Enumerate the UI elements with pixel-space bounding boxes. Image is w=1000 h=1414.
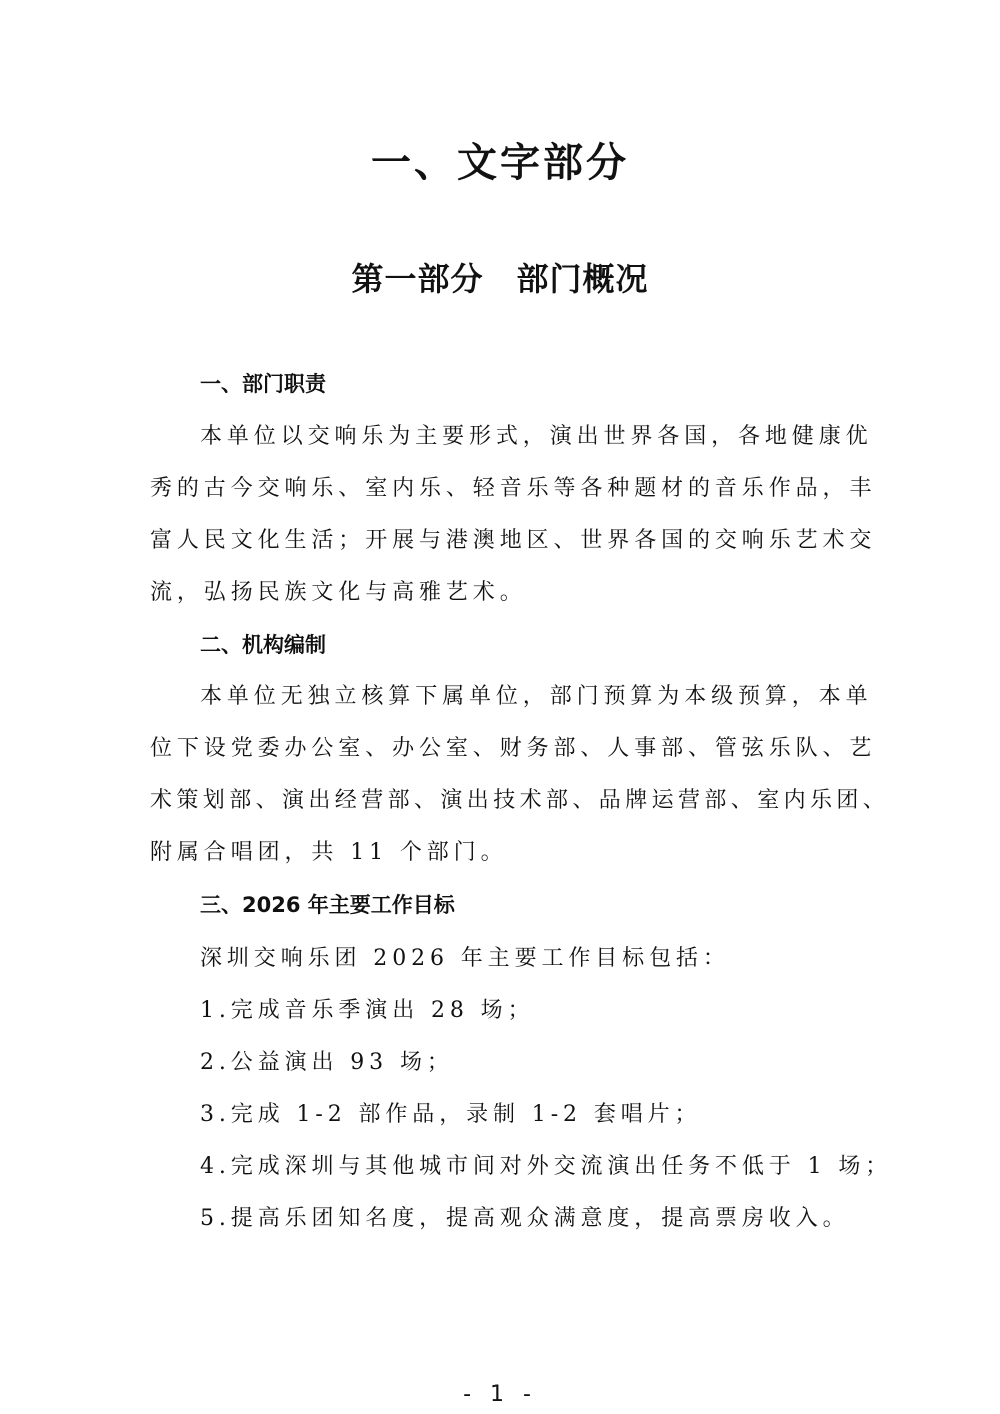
page-number: - 1 -: [463, 1382, 537, 1407]
goal-item: 4.完成深圳与其他城市间对外交流演出任务不低于 1 场；: [200, 1154, 893, 1179]
paragraph-line: 富人民文化生活；开展与港澳地区、世界各国的交响乐艺术交: [150, 528, 877, 553]
paragraph-line: 本单位无独立核算下属单位，部门预算为本级预算，本单: [200, 684, 873, 709]
section-heading-goals: 三、2026 年主要工作目标: [200, 893, 455, 917]
section-heading-duties: 一、部门职责: [200, 372, 326, 396]
paragraph-line: 深圳交响乐团 2026 年主要工作目标包括：: [200, 946, 730, 971]
paragraph-line: 本单位以交响乐为主要形式，演出世界各国，各地健康优: [200, 424, 873, 449]
paragraph-line: 流，弘扬民族文化与高雅艺术。: [150, 580, 527, 605]
goal-item: 2.公益演出 93 场；: [200, 1050, 454, 1075]
section-heading-organization: 二、机构编制: [200, 633, 326, 657]
main-title: 一、文字部分: [371, 140, 629, 186]
paragraph-line: 附属合唱团，共 11 个部门。: [150, 840, 508, 865]
goal-item: 5.提高乐团知名度，提高观众满意度，提高票房收入。: [200, 1206, 850, 1231]
sub-title: 第一部分 部门概况: [351, 260, 649, 298]
paragraph-line: 术策划部、演出经营部、演出技术部、品牌运营部、室内乐团、: [150, 788, 890, 813]
goal-item: 3.完成 1-2 部作品，录制 1-2 套唱片；: [200, 1102, 702, 1127]
paragraph-line: 位下设党委办公室、办公室、财务部、人事部、管弦乐队、艺: [150, 736, 877, 761]
goal-item: 1.完成音乐季演出 28 场；: [200, 998, 535, 1023]
paragraph-line: 秀的古今交响乐、室内乐、轻音乐等各种题材的音乐作品，丰: [150, 476, 877, 501]
